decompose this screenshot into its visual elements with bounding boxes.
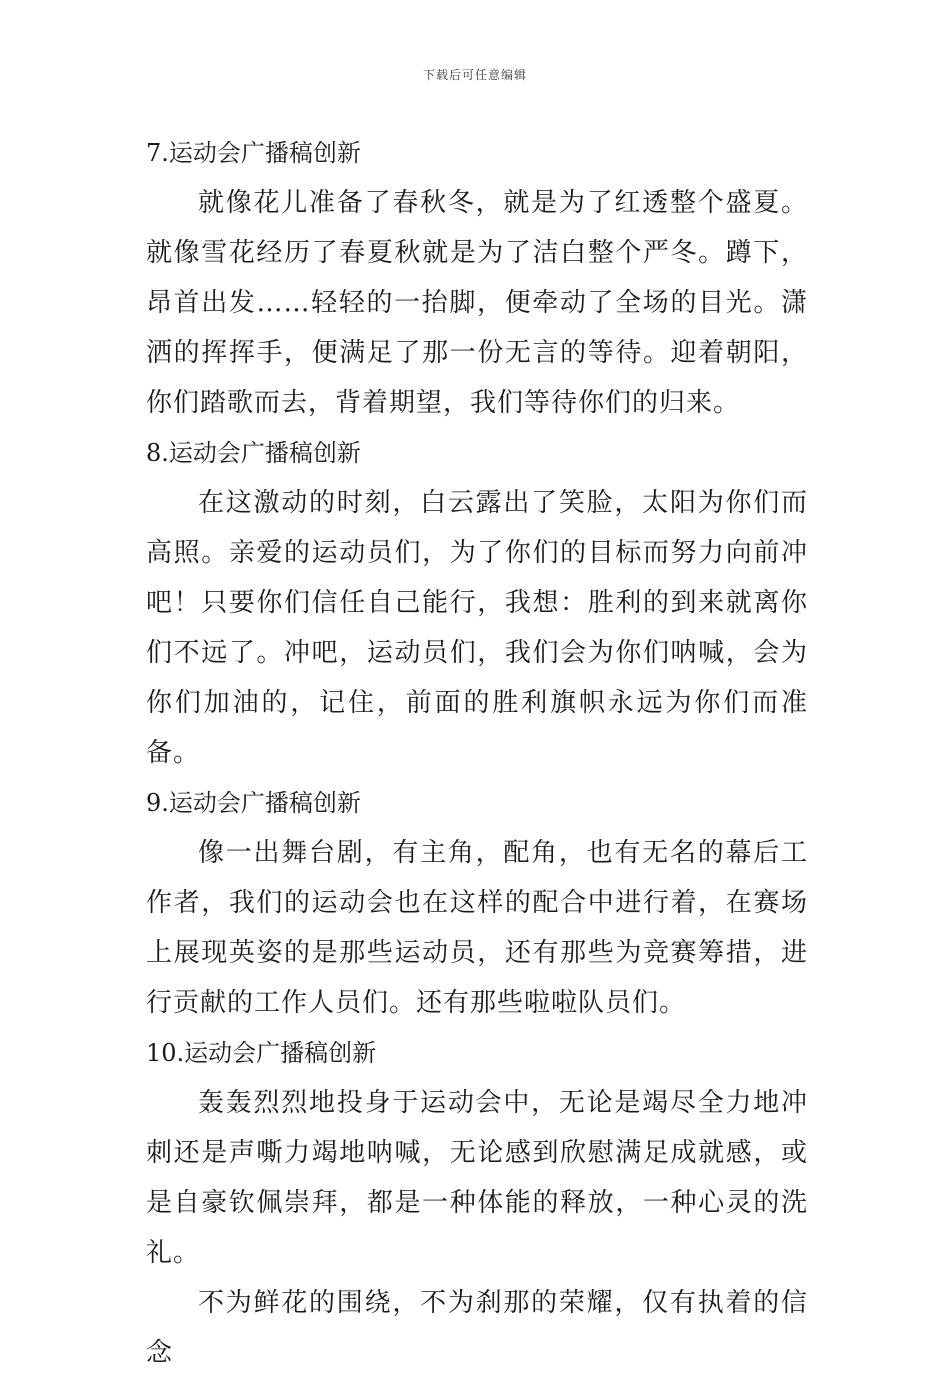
section-paragraph-9: 像一出舞台剧，有主角，配角，也有无名的幕后工作者，我们的运动会也在这样的配合中进行着，在赛场上展现英姿的是那些运动员，还有那些为竞赛筹措，进行贡献的工作人员们。还有那些啦啦队员们。 — [146, 838, 808, 1018]
section-paragraph-7: 就像花儿准备了春秋冬，就是为了红透整个盛夏。就像雪花经历了春夏秋就是为了洁白整个严冬。蹲下，昂首出发……轻轻的一抬脚，便牵动了全场的目光。潇洒的挥挥手，便满足了那一份无言的等待。迎着朝阳，你们踏歌而去，背着期望，我们等待你们的归来。 — [146, 188, 808, 418]
section-heading-10: 10.运动会广播稿创新 — [146, 1039, 377, 1067]
header-note: 下载后可任意编辑 — [422, 68, 527, 82]
section-heading-7: 7.运动会广播稿创新 — [146, 139, 361, 167]
section-paragraph-10: 轰轰烈烈地投身于运动会中，无论是竭尽全力地冲刺还是声嘶力竭地呐喊，无论感到欣慰满足成就感，或是自豪钦佩崇拜，都是一种体能的释放，一种心灵的洗礼。 — [146, 1088, 808, 1268]
section-paragraph-8: 在这激动的时刻，白云露出了笑脸，太阳为你们而高照。亲爱的运动员们，为了你们的目标而努力向前冲吧！只要你们信任自己能行，我想：胜利的到来就离你们不远了。冲吧，运动员们，我们会为你们呐喊，会为你们加油的，记住，前面的胜利旗帜永远为你们而准备。 — [146, 488, 808, 768]
section-paragraph-10-continued: 不为鲜花的围绕，不为刹那的荣耀，仅有执着的信念 — [146, 1288, 808, 1368]
section-heading-8: 8.运动会广播稿创新 — [146, 439, 361, 467]
section-heading-9: 9.运动会广播稿创新 — [146, 789, 361, 817]
document-body — [146, 128, 808, 1378]
